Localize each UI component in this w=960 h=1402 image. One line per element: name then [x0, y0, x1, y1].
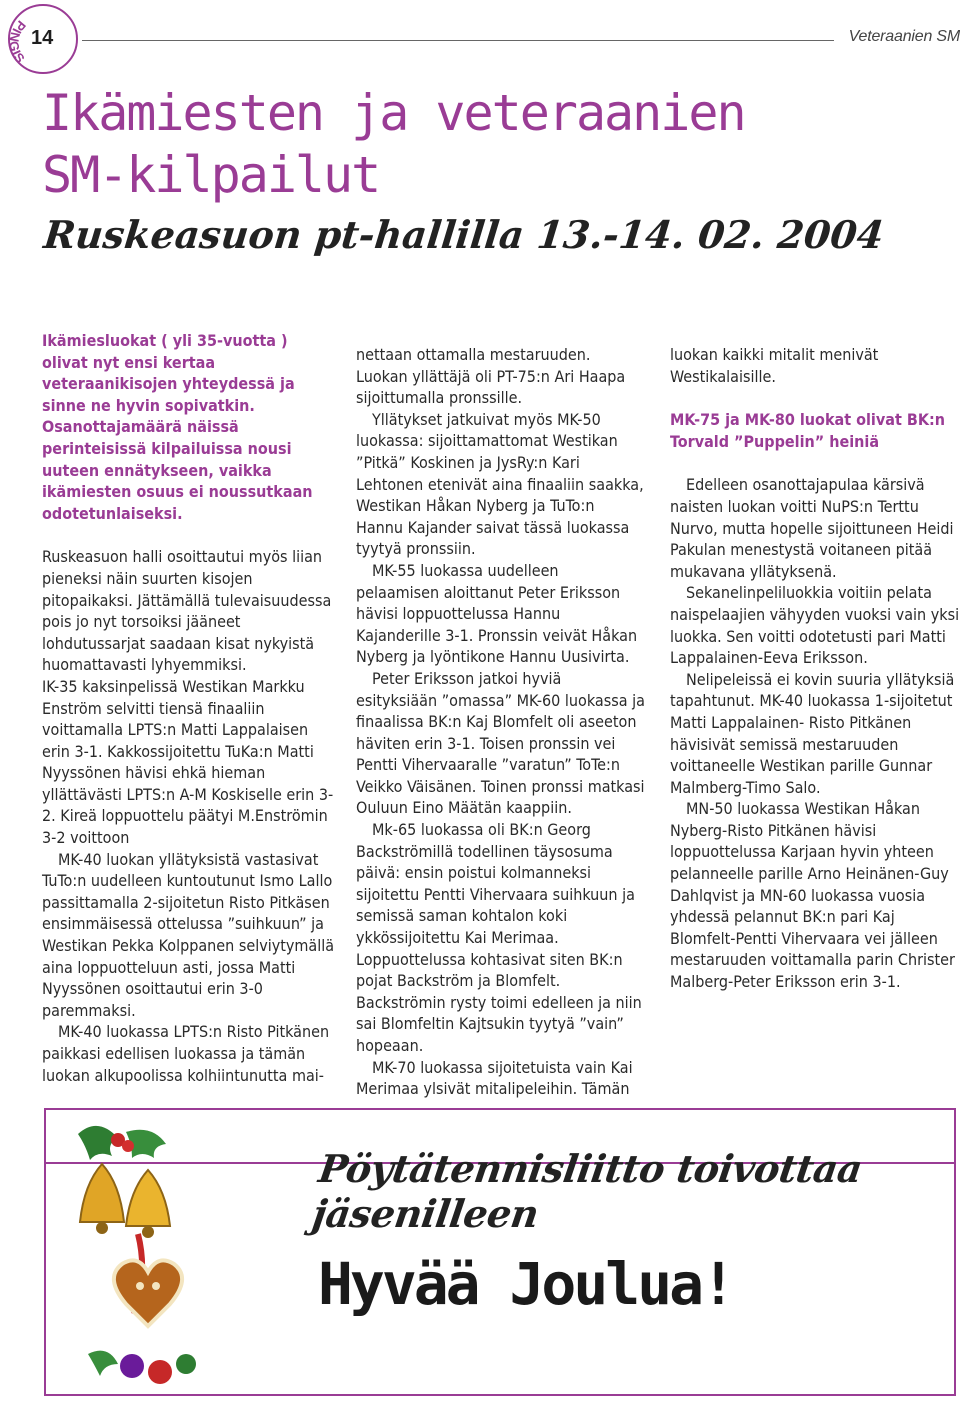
page-number: 14 — [31, 27, 54, 49]
paragraph: Sekanelinpeliluokkia voitiin pelata naispelaajien vähyyden vuoksi vain yksi luokka. Sen voitti odotetusti pari Matti Lappalainen-Eeva Eriksson. — [670, 583, 960, 668]
article-title — [42, 82, 745, 206]
paragraph: Yllätykset jatkuivat myös MK-50 luokassa: sijoittamattomat Westikan ”Pitkä” Koskinen ja JysRy:n Kari Lehtonen etenivät aina finaaliin saakka, Westikan Håkan Nyberg ja TuTo:n Hannu Kajander saivat tässä luokassa tyytyä pronssiin. — [356, 409, 644, 559]
greeting-line: Pöytätennisliitto toivottaa jäsenilleen — [309, 1146, 865, 1236]
paragraph: MK-40 luokassa LPTS:n Risto Pitkänen paikkasi edellisen luokassa ja tämän luokan alkupoolissa kolhiintunutta mai- — [42, 1022, 330, 1085]
paragraph: nettaan ottamalla mestaruuden. Luokan yllättäjä oli PT-75:n Ari Haapa sijoittumalla pronssille. — [356, 345, 626, 408]
paragraph: Edelleen osanottajapulaa kärsivä naisten luokan voitti NuPS:n Terttu Nurvo, mutta hopelle sijoittuneen Heidi Pakulan menestystä voitaneen pitää mukavana yllätyksenä. — [670, 475, 954, 581]
title-line-1: Ikämiesten ja veteraanien — [42, 84, 745, 142]
column-1 — [42, 330, 338, 1086]
section-heading: MK-75 ja MK-80 luokat olivat BK:n Torvald ”Puppelin” heiniä — [670, 410, 945, 451]
column-2 — [356, 344, 646, 1100]
paragraph: MK-70 luokassa sijoitetuista vain Kai Merimaa ylsivät mitalipeleihin. Tämän — [356, 1057, 633, 1099]
christmas-decoration-icon — [48, 1114, 238, 1394]
paragraph: luokan kaikki mitalit menivät Westikalaisille. — [670, 345, 879, 386]
paragraph: MK-40 luokan yllätyksistä vastasivat TuTo:n uudelleen kuntoutunut Ismo Lallo passittamalla 2-sijoitetun Risto Pitkäsen ensimmäisessä ottelussa ”suihkuun” ja Westikan Pekka Kolppanen selviytymällä aina loppuotteluun asti, jossa Matti Nyyssönen osoittautui erin 3-0 paremmaksi. — [42, 849, 335, 1020]
paragraph: MK-55 luokassa uudelleen pelaamisen aloittanut Peter Eriksson hävisi loppuottelussa Hannu Kajanderille 3-1. Pronssin veivät Håkan Nyberg ja lyöntikone Hannu Uusivirta. — [356, 560, 638, 667]
greeting-headline: Hyvää Joulua! — [318, 1250, 733, 1318]
article-subtitle: Ruskeasuon pt-hallilla 13.-14. 02. 2004 — [41, 212, 886, 257]
paragraph: Ruskeasuon halli osoittautui myös liian pieneksi näin suurten kisojen pitopaikaksi. Jättämällä tulevaisuudessa pois jo nyt torsoiksi jääneet lohdutussarjat saadaan kisat nykyistä huomattavasti lyhyemmiksi. — [42, 547, 332, 675]
title-line-2: SM-kilpailut — [42, 146, 380, 204]
column-3 — [670, 344, 960, 993]
paragraph: Peter Eriksson jatkoi hyviä esityksiään ”omassa” MK-60 luokassa ja finaalissa BK:n Kaj Blomfelt oli aseeton häviten erin 3-1. Toisen pronssin vei Pentti Vihervaaralle ”varatun” ToTe:n Veikko Väisänen. Toinen pronssi matkasi Ouluun Eino Määtän kaappiin. — [356, 668, 645, 818]
header-rule — [82, 40, 834, 41]
section-label: Veteraanien SM — [848, 28, 960, 45]
paragraph: IK-35 kaksinpelissä Westikan Markku Enström selvitti tiensä finaaliin voittamalla LPTS:n Matti Lappalaisen erin 3-1. Kakkossijoitettu TuKa:n Matti Nyyssönen hävisi ehkä hieman yllättävästi LPTS:n A-M Koskiselle erin 3-2. Kireä loppuottelu päätyi M.Enströmin 3-2 voittoon — [42, 676, 334, 848]
paragraph: Mk-65 luokassa oli BK:n Georg Backströmillä todellinen täysosuma päivä: ensin poistui kolmanneksi sijoitettu Pentti Vihervaara suihkuun ja semissä saman kohtalon koki ykkössijoitettu Kai Merimaa. Loppuottelussa kohtasivat siten BK:n pojat Backström ja Blomfelt. Backströmin rysty toimi edelleen ja niin sai Blomfeltin Kajtsukin tyytyä ”vain” hopeaan. — [356, 820, 642, 1055]
lead-paragraph: Ikämiesluokat ( yli 35-vuotta ) olivat nyt ensi kertaa veteraanikisojen yhteydessä ja sinne ne hyvin sopivatkin. Osanottajamäärä näissä perinteisissä kilpailuissa nousi uuteen ennätykseen, vaikka ikämiesten osuus ei noussutkaan odotetunlaiseksi. — [42, 331, 313, 523]
paragraph: MN-50 luokassa Westikan Håkan Nyberg-Risto Pitkänen hävisi loppuottelussa Karjaan hyvin yhteen pelanneelle parille Arno Heinänen-Guy Dahlqvist ja MN-60 luokassa vuosia yhdessä pelannut BK:n pari Kaj Blomfelt-Pentti Vihervaara vei jälleen mestaruuden voittamalla parin Christer Malberg-Peter Eriksson erin 3-1. — [670, 799, 955, 992]
paragraph: Nelipeleissä ei kovin suuria yllätyksiä tapahtunut. MK-40 luokassa 1-sijoitetut Matti Lappalainen- Risto Pitkänen hävisivät semissä mestaruuden voittaneelle Westikan parille Gunnar Malmberg-Timo Salo. — [670, 669, 955, 797]
logo-text: PINGIS — [6, 17, 29, 67]
